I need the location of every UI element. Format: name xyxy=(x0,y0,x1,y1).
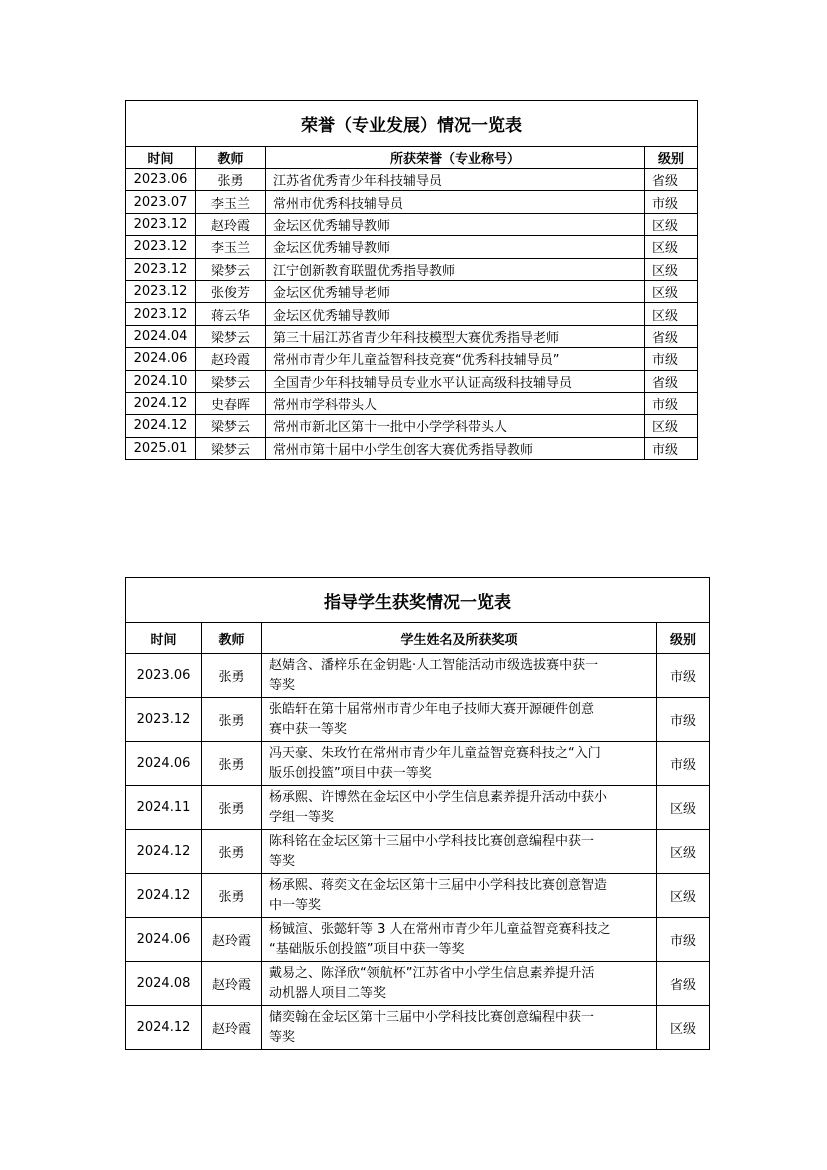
cell-honor: 全国青少年科技辅导员专业水平认证高级科技辅导员 xyxy=(266,370,645,392)
cell-level: 区级 xyxy=(645,280,698,302)
cell-level: 市级 xyxy=(657,698,710,742)
header-level: 级别 xyxy=(657,623,710,654)
cell-award xyxy=(262,786,657,830)
cell-level: 市级 xyxy=(657,742,710,786)
honors-table-title: 荣誉（专业发展）情况一览表 xyxy=(126,101,698,147)
cell-award xyxy=(262,1006,657,1050)
honors-table xyxy=(125,100,698,460)
award-line: 张皓轩在第十届常州市青少年电子技师大赛开源硬件创意 xyxy=(269,701,595,717)
cell-teacher: 梁梦云 xyxy=(196,437,266,459)
table-row xyxy=(126,348,698,370)
cell-level: 市级 xyxy=(657,654,710,698)
cell-level: 省级 xyxy=(657,962,710,1006)
award-line: “基础版乐创投篮”项目中获一等奖 xyxy=(269,941,465,957)
cell-honor: 常州市优秀科技辅导员 xyxy=(266,191,645,213)
award-line: 赛中获一等奖 xyxy=(269,721,348,737)
cell-level: 市级 xyxy=(645,437,698,459)
cell-honor: 常州市新北区第十一批中小学学科带头人 xyxy=(266,415,645,437)
award-line: 动机器人项目二等奖 xyxy=(269,985,387,1001)
table-row xyxy=(126,258,698,280)
cell-level: 区级 xyxy=(645,236,698,258)
table-row xyxy=(126,786,710,830)
cell-teacher: 张勇 xyxy=(202,830,262,874)
header-teacher: 教师 xyxy=(202,623,262,654)
award-line: 等奖 xyxy=(269,1029,296,1045)
table-row xyxy=(126,1006,710,1050)
award-line: 杨铖渲、张懿轩等 3 人在常州市青少年儿童益智竞赛科技之 xyxy=(269,921,611,937)
table-row xyxy=(126,191,698,213)
cell-time: 2023.12 xyxy=(126,698,202,742)
cell-level: 区级 xyxy=(657,1006,710,1050)
table-row xyxy=(126,918,710,962)
award-line: 冯天豪、朱玫竹在常州市青少年儿童益智竞赛科技之“入门 xyxy=(269,745,601,761)
cell-time: 2024.10 xyxy=(126,370,196,392)
cell-level: 区级 xyxy=(657,786,710,830)
award-line: 赵婧含、潘梓乐在金钥匙·人工智能活动市级选拔赛中获一 xyxy=(269,657,599,673)
cell-teacher: 赵玲霞 xyxy=(202,962,262,1006)
table-row xyxy=(126,370,698,392)
cell-teacher: 梁梦云 xyxy=(196,325,266,347)
table-row xyxy=(126,169,698,191)
cell-teacher: 李玉兰 xyxy=(196,236,266,258)
cell-time: 2024.12 xyxy=(126,830,202,874)
cell-teacher: 张勇 xyxy=(202,874,262,918)
table-row xyxy=(126,213,698,235)
cell-level: 区级 xyxy=(645,303,698,325)
header-time: 时间 xyxy=(126,623,202,654)
cell-level: 区级 xyxy=(645,258,698,280)
cell-honor: 江宁创新教育联盟优秀指导教师 xyxy=(266,258,645,280)
cell-honor: 金坛区优秀辅导教师 xyxy=(266,303,645,325)
cell-teacher: 张勇 xyxy=(202,742,262,786)
cell-level: 省级 xyxy=(645,370,698,392)
cell-level: 区级 xyxy=(645,213,698,235)
header-time: 时间 xyxy=(126,147,196,169)
cell-time: 2023.12 xyxy=(126,213,196,235)
cell-award xyxy=(262,918,657,962)
cell-level: 区级 xyxy=(657,874,710,918)
cell-time: 2023.12 xyxy=(126,236,196,258)
cell-time: 2024.08 xyxy=(126,962,202,1006)
header-award: 学生姓名及所获奖项 xyxy=(262,623,657,654)
cell-teacher: 赵玲霞 xyxy=(202,1006,262,1050)
cell-teacher: 蒋云华 xyxy=(196,303,266,325)
table-row xyxy=(126,437,698,459)
cell-time: 2023.12 xyxy=(126,258,196,280)
header-honor: 所获荣誉（专业称号） xyxy=(266,147,645,169)
cell-teacher: 梁梦云 xyxy=(196,258,266,280)
cell-teacher: 张勇 xyxy=(202,786,262,830)
table-row xyxy=(126,303,698,325)
award-line: 杨承熙、许博然在金坛区中小学生信息素养提升活动中获小 xyxy=(269,789,608,805)
table-row xyxy=(126,392,698,414)
cell-level: 区级 xyxy=(645,415,698,437)
cell-time: 2023.07 xyxy=(126,191,196,213)
cell-award xyxy=(262,874,657,918)
cell-teacher: 张勇 xyxy=(196,169,266,191)
table-row xyxy=(126,742,710,786)
award-line: 等奖 xyxy=(269,677,296,693)
cell-level: 市级 xyxy=(645,392,698,414)
table-row xyxy=(126,415,698,437)
cell-level: 市级 xyxy=(657,918,710,962)
cell-time: 2024.12 xyxy=(126,392,196,414)
award-line: 戴易之、陈泽欣“领航杯”江苏省中小学生信息素养提升活 xyxy=(269,965,595,981)
award-line: 学组一等奖 xyxy=(269,809,335,825)
cell-time: 2023.12 xyxy=(126,280,196,302)
cell-teacher: 李玉兰 xyxy=(196,191,266,213)
table-row xyxy=(126,325,698,347)
cell-honor: 江苏省优秀青少年科技辅导员 xyxy=(266,169,645,191)
cell-award xyxy=(262,654,657,698)
table-row xyxy=(126,698,710,742)
cell-award xyxy=(262,698,657,742)
cell-honor: 金坛区优秀辅导教师 xyxy=(266,236,645,258)
cell-time: 2024.11 xyxy=(126,786,202,830)
cell-level: 省级 xyxy=(645,325,698,347)
cell-award xyxy=(262,830,657,874)
cell-honor: 第三十届江苏省青少年科技模型大赛优秀指导老师 xyxy=(266,325,645,347)
cell-time: 2023.12 xyxy=(126,303,196,325)
cell-teacher: 张勇 xyxy=(202,698,262,742)
cell-teacher: 赵玲霞 xyxy=(196,213,266,235)
cell-level: 区级 xyxy=(657,830,710,874)
cell-time: 2024.12 xyxy=(126,415,196,437)
table-row xyxy=(126,962,710,1006)
cell-teacher: 赵玲霞 xyxy=(196,348,266,370)
cell-teacher: 张勇 xyxy=(202,654,262,698)
award-line: 储奕翰在金坛区第十三届中小学科技比赛创意编程中获一 xyxy=(269,1009,595,1025)
table-row xyxy=(126,830,710,874)
cell-teacher: 张俊芳 xyxy=(196,280,266,302)
cell-honor: 金坛区优秀辅导教师 xyxy=(266,213,645,235)
cell-level: 市级 xyxy=(645,191,698,213)
cell-teacher: 梁梦云 xyxy=(196,415,266,437)
cell-honor: 常州市学科带头人 xyxy=(266,392,645,414)
cell-time: 2023.06 xyxy=(126,169,196,191)
cell-time: 2024.06 xyxy=(126,742,202,786)
cell-award xyxy=(262,962,657,1006)
cell-time: 2024.04 xyxy=(126,325,196,347)
student-awards-table xyxy=(125,577,710,1050)
cell-time: 2024.12 xyxy=(126,1006,202,1050)
header-teacher: 教师 xyxy=(196,147,266,169)
table-row xyxy=(126,654,710,698)
cell-award xyxy=(262,742,657,786)
award-line: 等奖 xyxy=(269,853,296,869)
table-row xyxy=(126,874,710,918)
award-line: 中一等奖 xyxy=(269,897,322,913)
table-row xyxy=(126,236,698,258)
award-line: 陈科铭在金坛区第十三届中小学科技比赛创意编程中获一 xyxy=(269,833,595,849)
table-row xyxy=(126,280,698,302)
cell-teacher: 赵玲霞 xyxy=(202,918,262,962)
cell-teacher: 梁梦云 xyxy=(196,370,266,392)
cell-honor: 金坛区优秀辅导老师 xyxy=(266,280,645,302)
header-level: 级别 xyxy=(645,147,698,169)
cell-time: 2023.06 xyxy=(126,654,202,698)
cell-time: 2024.12 xyxy=(126,874,202,918)
cell-teacher: 史春晖 xyxy=(196,392,266,414)
award-line: 版乐创投篮”项目中获一等奖 xyxy=(269,765,432,781)
cell-time: 2024.06 xyxy=(126,348,196,370)
cell-time: 2025.01 xyxy=(126,437,196,459)
cell-time: 2024.06 xyxy=(126,918,202,962)
cell-level: 省级 xyxy=(645,169,698,191)
cell-honor: 常州市青少年儿童益智科技竞赛“优秀科技辅导员” xyxy=(266,348,645,370)
award-line: 杨承熙、蒋奕文在金坛区第十三届中小学科技比赛创意智造 xyxy=(269,877,608,893)
cell-honor: 常州市第十届中小学生创客大赛优秀指导教师 xyxy=(266,437,645,459)
awards-table-title: 指导学生获奖情况一览表 xyxy=(126,578,710,623)
cell-level: 市级 xyxy=(645,348,698,370)
